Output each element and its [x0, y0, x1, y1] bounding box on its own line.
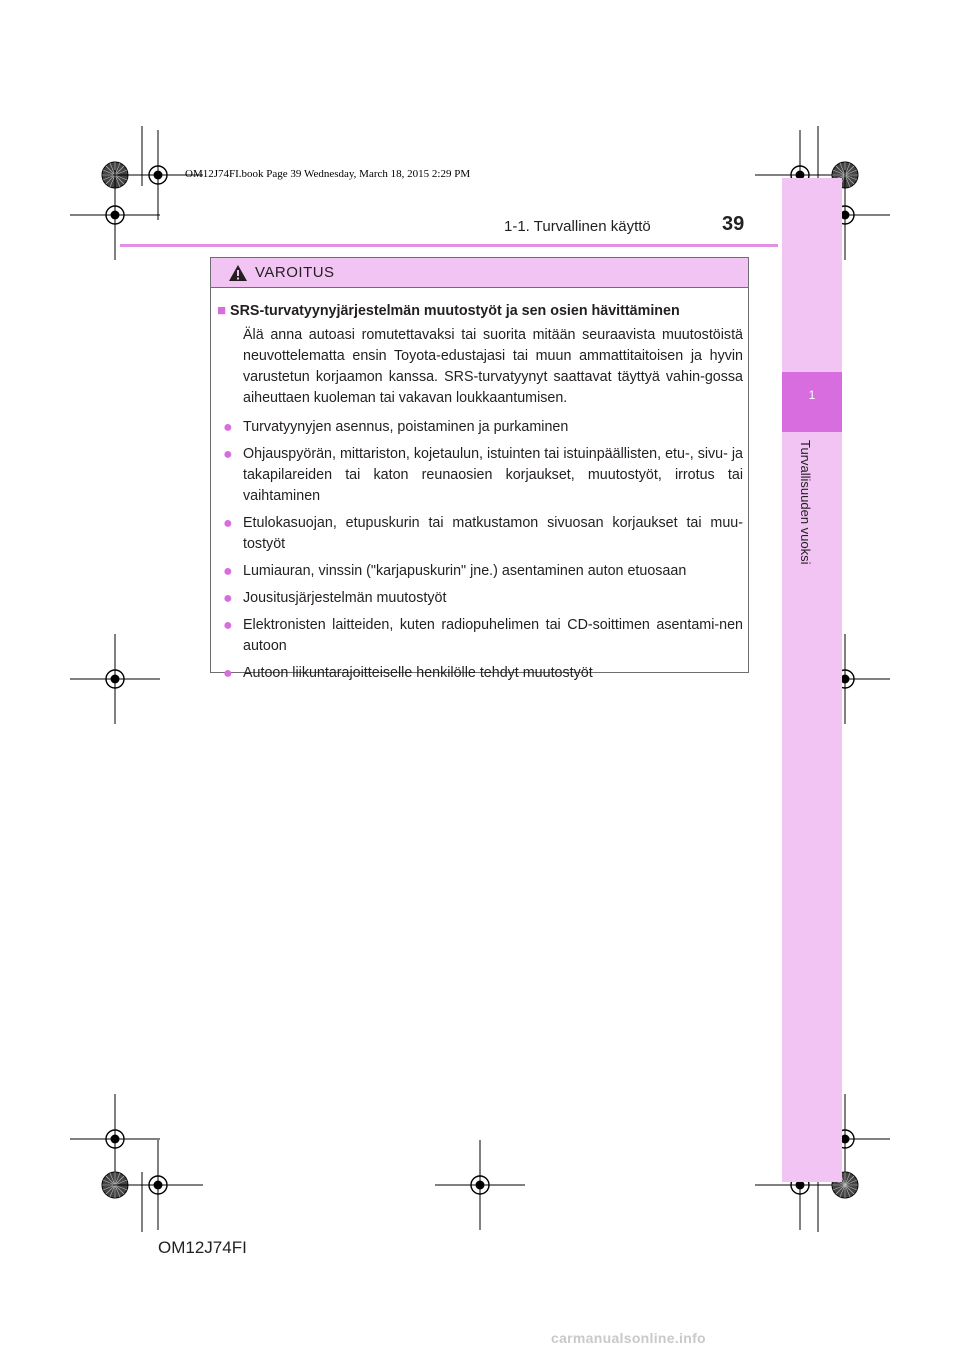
- warning-header: [211, 258, 748, 288]
- watermark: carmanualsonline.info: [551, 1330, 706, 1346]
- registration-mark-icon: [70, 1094, 160, 1184]
- chapter-number-tab: [782, 372, 842, 432]
- warning-box: [210, 257, 749, 682]
- warning-heading: [217, 300, 743, 322]
- registration-mark-icon: [435, 1140, 525, 1230]
- list-item-text: Jousitusjärjestelmän muutostyöt: [243, 590, 447, 606]
- list-item: [217, 417, 743, 438]
- circle-bullet-icon: ●: [223, 446, 233, 463]
- circle-bullet-icon: ●: [223, 617, 233, 634]
- list-item: [217, 615, 743, 657]
- list-item: [217, 663, 743, 684]
- list-item-text: Autoon liikuntarajoitteiselle henkilölle tehdyt muutostyöt: [243, 665, 593, 681]
- list-item-text: Ohjauspyörän, mittariston, kojetaulun, istuinten tai istuinpäällisten, etu-, sivu- ja takapilareiden tai katon reunaosien korjaukset, muutostyöt, irrotus tai vaihtaminen: [243, 446, 743, 504]
- header-rule: [120, 244, 778, 247]
- section-title: 1-1. Turvallinen käyttö: [504, 218, 651, 235]
- list-item-text: Elektronisten laitteiden, kuten radiopuhelimen tai CD-soittimen asentami-nen autoon: [243, 617, 743, 654]
- warning-heading-text: SRS-turvatyynyjärjestelmän muutostyöt ja sen osien hävittäminen: [230, 303, 680, 319]
- circle-bullet-icon: ●: [223, 665, 233, 682]
- circle-bullet-icon: ●: [223, 563, 233, 580]
- chapter-title: Turvallisuuden vuoksi: [798, 440, 813, 565]
- list-item-text: Etulokasuojan, etupuskurin tai matkustamon sivuosan korjaukset tai muu-tostyöt: [243, 515, 743, 552]
- list-item: [217, 513, 743, 555]
- page-number: 39: [722, 213, 745, 235]
- warning-content: [217, 300, 743, 690]
- warning-triangle-icon: [228, 264, 248, 282]
- circle-bullet-icon: ●: [223, 590, 233, 607]
- warning-label: VAROITUS: [255, 264, 335, 281]
- list-item-text: Turvatyynyjen asennus, poistaminen ja purkaminen: [243, 419, 569, 435]
- chapter-title-vertical: [798, 440, 818, 600]
- registration-mark-icon: [113, 1140, 203, 1230]
- list-item: [217, 561, 743, 582]
- list-item: [217, 444, 743, 507]
- chapter-number: 1: [808, 388, 816, 402]
- chapter-side-tab: [782, 178, 842, 1182]
- square-bullet-icon: ■: [217, 302, 227, 319]
- list-item-text: Lumiauran, vinssin ("karjapuskurin" jne.) asentaminen auton etuosaan: [243, 563, 687, 579]
- book-info-line: OM12J74FI.book Page 39 Wednesday, March 18, 2015 2:29 PM: [185, 168, 471, 180]
- footer-code: OM12J74FI: [158, 1238, 247, 1257]
- list-item: [217, 588, 743, 609]
- circle-bullet-icon: ●: [223, 419, 233, 436]
- registration-mark-icon: [70, 634, 160, 724]
- warning-intro: Älä anna autoasi romutettavaksi tai suorita mitään seuraavista muutostöistä neuvottelematta ensin Toyota-edustajasi tai muun ammattitaitoisen ja hyvin varustetun korjaamon kanssa. SRS-turvatyynyt saattavat täyttyä vahin-gossa aiheuttaen kuoleman tai vakavan loukkaantumisen.: [243, 327, 743, 406]
- circle-bullet-icon: ●: [223, 515, 233, 532]
